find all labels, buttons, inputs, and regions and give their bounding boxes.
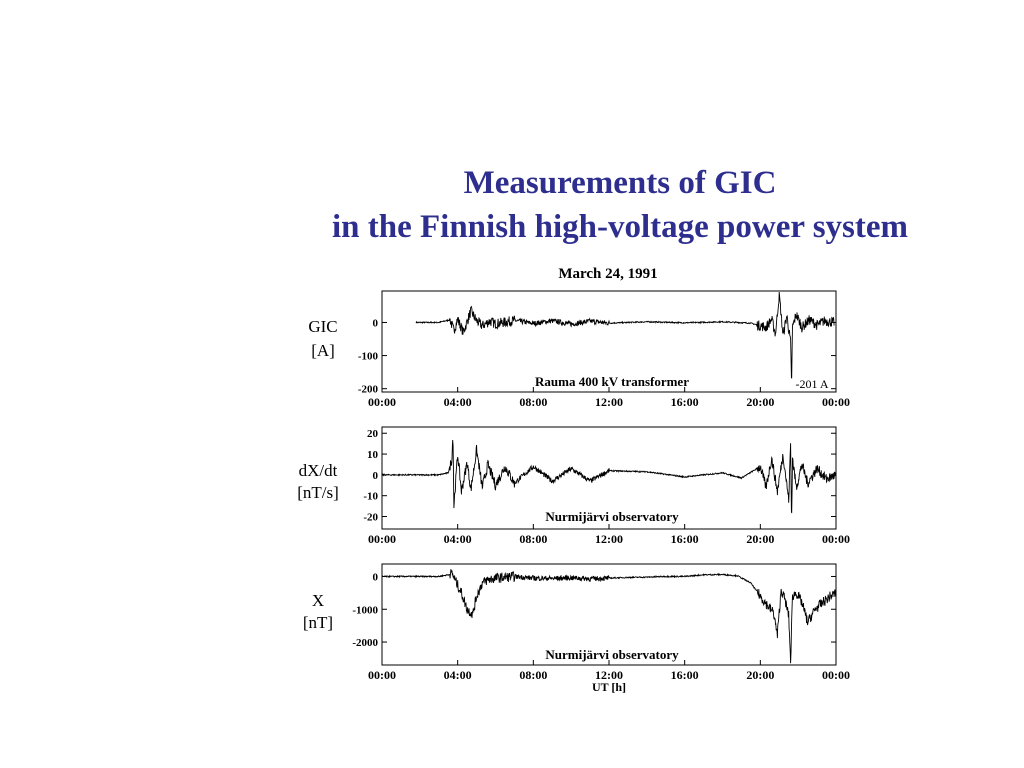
- panel-dxdt-ytick-label: -20: [363, 511, 378, 524]
- panel-x-xtick-label: 08:00: [519, 668, 548, 682]
- panel-gic-xtick-label: 08:00: [519, 395, 548, 409]
- panel-gic-xtick-label: 12:00: [595, 395, 623, 409]
- panel-gic-yunit: [A]: [311, 341, 335, 360]
- panel-dxdt-ytick-label: 0: [372, 469, 378, 482]
- panel-x-annotation: Nurmijärvi observatory: [545, 647, 679, 662]
- panel-dxdt-xtick-label: 00:00: [368, 532, 396, 546]
- panel-dxdt-xtick-label: 20:00: [746, 532, 775, 546]
- panel-x-xtick-label: 00:00: [368, 668, 396, 682]
- panel-gic-xtick-label: 16:00: [670, 395, 699, 409]
- panel-gic-xtick-label: 04:00: [443, 395, 472, 409]
- panel-gic-series-line: [416, 292, 834, 378]
- panel-x-ylabel: X: [311, 591, 325, 610]
- panel-dxdt-ytick-label: -10: [363, 490, 378, 503]
- panel-x-xtick-label: 04:00: [443, 668, 472, 682]
- panel-x-ytick-label: -2000: [352, 637, 378, 650]
- panel-x-ytick-label: 0: [372, 571, 378, 584]
- panel-dxdt-yunit: [nT/s]: [297, 483, 339, 502]
- panel-x-yunit: [nT]: [302, 613, 334, 632]
- panel-gic-ytick-label: 0: [372, 317, 378, 330]
- panel-gic-ytick-label: -200: [357, 383, 378, 396]
- slide-title-line2: in the Finnish high-voltage power system: [331, 209, 909, 245]
- panel-gic-xtick-label: 00:00: [368, 395, 396, 409]
- panel-dxdt-xtick-label: 08:00: [519, 532, 548, 546]
- panel-x-xtick-label: 00:00: [822, 668, 850, 682]
- slide-title-line1: Measurements of GIC: [463, 165, 777, 201]
- panel-dxdt-ytick-label: 10: [367, 449, 378, 462]
- panel-gic-xtick-label: 00:00: [822, 395, 850, 409]
- panel-x-xtick-label: 20:00: [746, 668, 775, 682]
- panel-gic-xtick-label: 20:00: [746, 395, 775, 409]
- panel-x-xtick-label: 16:00: [670, 668, 699, 682]
- panel-gic-ylabel: GIC: [308, 317, 338, 336]
- panel-gic-peak-annotation: -201 A: [795, 377, 829, 391]
- x-axis-label: UT [h]: [591, 680, 627, 694]
- panel-x-ytick-label: -1000: [352, 604, 378, 617]
- panel-dxdt-annotation: Nurmijärvi observatory: [545, 509, 679, 524]
- panel-dxdt-xtick-label: 04:00: [443, 532, 472, 546]
- panel-gic-annotation: Rauma 400 kV transformer: [535, 374, 689, 389]
- panel-dxdt-xtick-label: 16:00: [670, 532, 699, 546]
- panel-dxdt-series-line: [382, 440, 836, 513]
- chart-title: March 24, 1991: [558, 266, 658, 282]
- panel-gic-ytick-label: -100: [357, 350, 378, 363]
- panel-x-xtick-label: 12:00: [595, 668, 623, 682]
- panel-dxdt-ylabel: dX/dt: [298, 461, 338, 480]
- panel-dxdt-xtick-label: 00:00: [822, 532, 850, 546]
- panel-dxdt-xtick-label: 12:00: [595, 532, 623, 546]
- panel-dxdt-ytick-label: 20: [367, 428, 378, 441]
